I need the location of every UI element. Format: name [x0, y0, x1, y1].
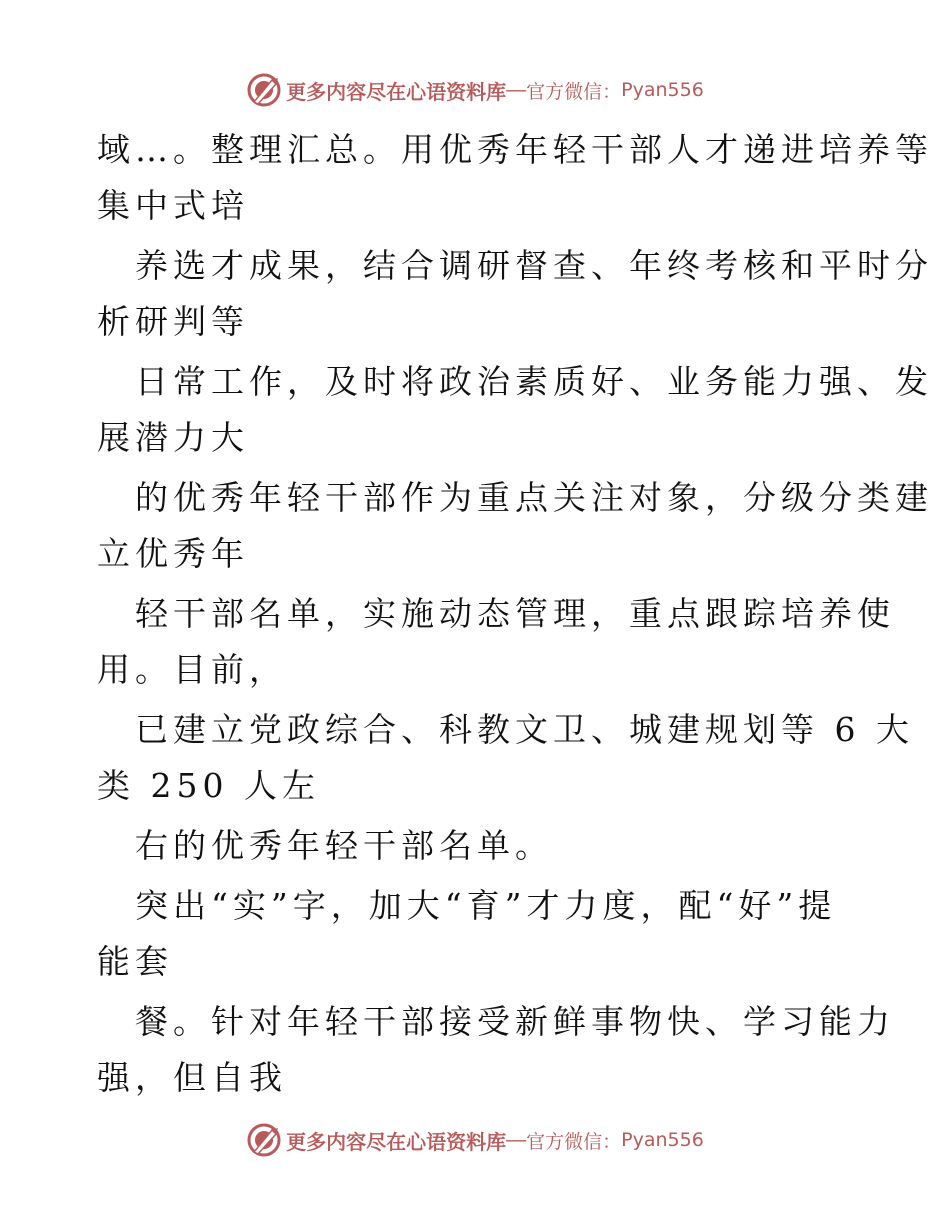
text-line: 突出“实”字，加大“育”才力度，配“好”提 [135, 886, 837, 925]
banner-account: Pyan556 [621, 1129, 704, 1151]
text-line: 域…。整理汇总。用优秀年轻干部人才递进培养等 [97, 130, 933, 169]
text-line: 集中式培 [97, 186, 249, 225]
text-line: 的优秀年轻干部作为重点关注对象，分级分类建 [135, 478, 933, 517]
banner-separator: — [506, 1128, 527, 1151]
text-line: 强，但自我 [97, 1058, 287, 1097]
pen-logo-icon [246, 72, 282, 108]
text-line: 养选才成果，结合调研督查、年终考核和平时分 [135, 246, 933, 285]
header-watermark-banner [0, 70, 950, 110]
text-line: 日常工作，及时将政治素质好、业务能力强、发 [135, 362, 933, 401]
footer-watermark-banner [0, 1120, 950, 1160]
pen-logo-icon [246, 1122, 282, 1158]
text-line: 类 250 人左 [97, 766, 320, 805]
text-line: 用。目前， [97, 650, 287, 689]
text-line: 析研判等 [97, 302, 249, 341]
text-line: 能套 [97, 942, 173, 981]
banner-separator: — [506, 78, 527, 101]
banner-suffix: 官方微信： [526, 1130, 622, 1153]
banner-title: 更多内容尽在心语资料库 [286, 1129, 507, 1154]
text-line: 展潜力大 [97, 418, 249, 457]
text-line: 轻干部名单，实施动态管理，重点跟踪培养使 [135, 594, 895, 633]
text-line: 餐。针对年轻干部接受新鲜事物快、学习能力 [135, 1002, 895, 1041]
banner-title: 更多内容尽在心语资料库 [286, 79, 507, 104]
text-line: 右的优秀年轻干部名单。 [135, 826, 553, 865]
banner-account: Pyan556 [621, 79, 704, 101]
text-line: 立优秀年 [97, 534, 249, 573]
text-line: 已建立党政综合、科教文卫、城建规划等 6 大 [135, 710, 914, 749]
banner-suffix: 官方微信： [526, 80, 622, 103]
